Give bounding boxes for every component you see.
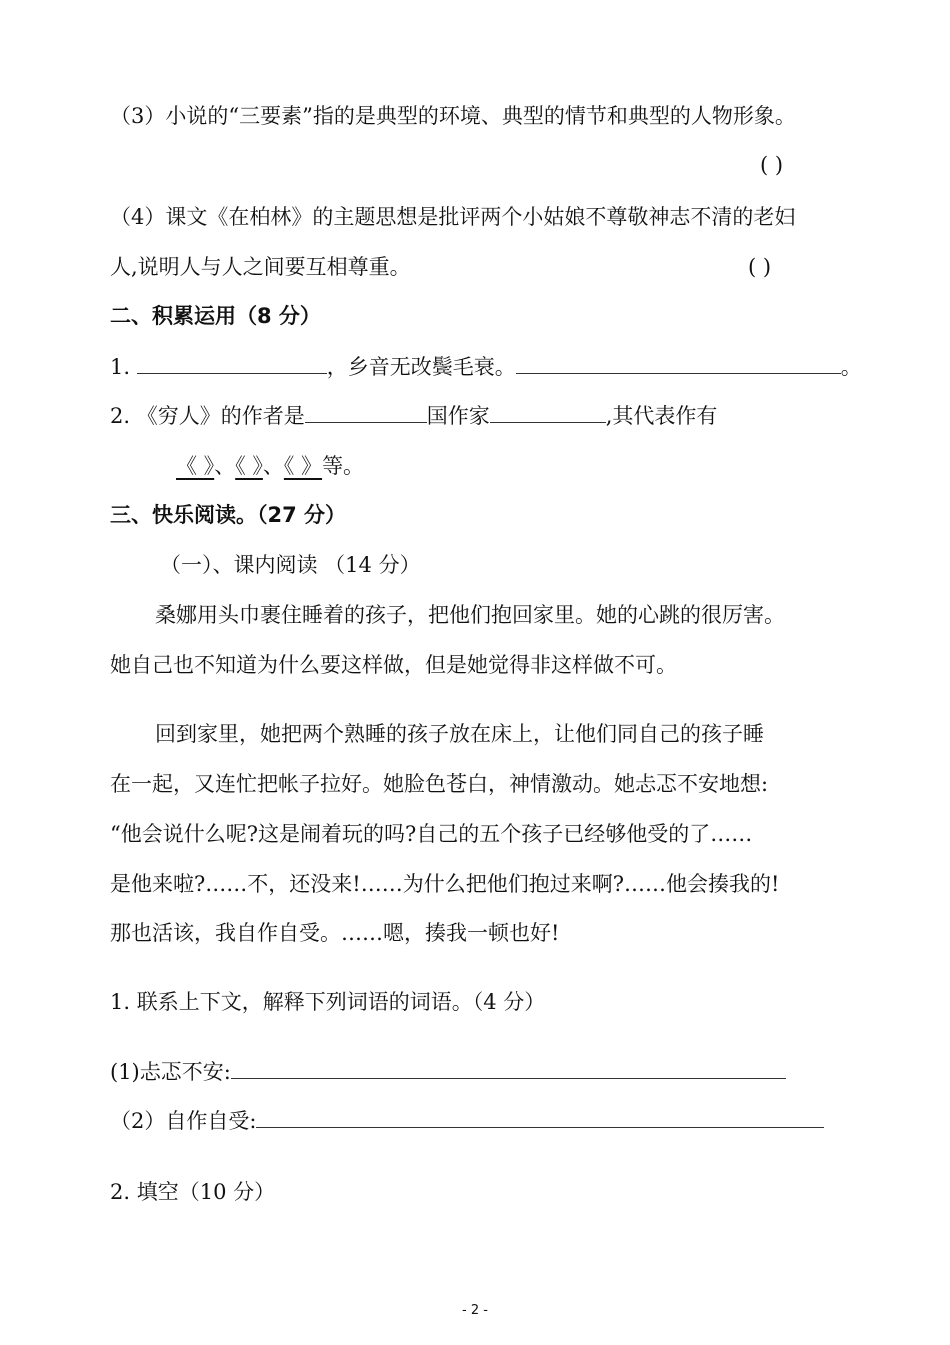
passage-p2-line5: 那也活该，我自作自受。……嗯，揍我一顿也好! [110, 921, 560, 945]
fill1-prefix: 1. [110, 355, 131, 379]
fill2-blank-author[interactable] [490, 402, 606, 423]
item2-label: （2）自作自受: [110, 1109, 257, 1133]
book-tail: 等。 [322, 454, 365, 478]
question-1-title: 1. 联系上下文，解释下列词语的词语。（4 分） [110, 990, 546, 1014]
fill1-blank-2[interactable] [516, 353, 841, 374]
fill-question-2 [110, 401, 717, 431]
page-number: - 2 - [462, 1303, 488, 1318]
fill1-end: 。 [840, 355, 862, 379]
answer-paren-3: ( ) [760, 153, 784, 177]
fill2-mid2: ,其代表作有 [605, 404, 718, 428]
fill2-blank-country[interactable] [305, 402, 427, 423]
item2-blank[interactable] [256, 1107, 824, 1128]
answer-paren-4: ( ) [748, 255, 772, 279]
reading-1-subtitle: （一）、课内阅读 （14 分） [160, 553, 421, 577]
fill2-mid1: 国作家 [426, 404, 490, 428]
fill1-middle: ，乡音无改鬓毛衰。 [326, 355, 516, 379]
book-blank-1[interactable]: 《 》 [176, 454, 215, 478]
fill-question-2-books [176, 451, 364, 481]
question-1-item-1 [110, 1057, 786, 1087]
passage-p1-line2: 她自己也不知道为什么要这样做，但是她觉得非这样做不可。 [110, 653, 677, 677]
book-sep-2: 、 [262, 454, 284, 478]
item1-label: (1)忐忑不安: [110, 1060, 231, 1084]
question-3: （3）小说的“三要素”指的是典型的环境、典型的情节和典型的人物形象。 [110, 104, 796, 128]
passage-p2-line4: 是他来啦?……不，还没来!……为什么把他们抱过来啊?……他会揍我的! [110, 872, 780, 896]
question-4-line1: （4）课文《在柏林》的主题思想是批评两个小姑娘不尊敬神志不清的老妇 [110, 205, 796, 229]
section-3-title: 三、快乐阅读。（27 分） [110, 503, 347, 527]
book-blank-3[interactable]: 《 》 [283, 454, 323, 478]
book-sep-1: 、 [214, 454, 236, 478]
passage-p2-line1: 回到家里，她把两个熟睡的孩子放在床上，让他们同自己的孩子睡 [155, 722, 764, 746]
passage-p2-line3: “他会说什么呢?这是闹着玩的吗?自己的五个孩子已经够他受的了…… [110, 822, 753, 846]
fill-question-1 [110, 352, 862, 382]
item1-blank[interactable] [231, 1058, 786, 1079]
passage-p1-line1: 桑娜用头巾裹住睡着的孩子，把他们抱回家里。她的心跳的很厉害。 [155, 603, 785, 627]
fill2-prefix: 2. 《穷人》的作者是 [110, 404, 305, 428]
question-4-line2: 人,说明人与人之间要互相尊重。 [110, 255, 411, 279]
fill1-blank-1[interactable] [137, 353, 327, 374]
question-2-title: 2. 填空（10 分） [110, 1180, 276, 1204]
section-2-title: 二、积累运用（8 分） [110, 304, 321, 328]
book-blank-2[interactable]: 《 》 [235, 454, 263, 478]
passage-p2-line2: 在一起，又连忙把帐子拉好。她脸色苍白，神情激动。她忐忑不安地想: [110, 772, 769, 796]
question-1-item-2 [110, 1106, 824, 1136]
